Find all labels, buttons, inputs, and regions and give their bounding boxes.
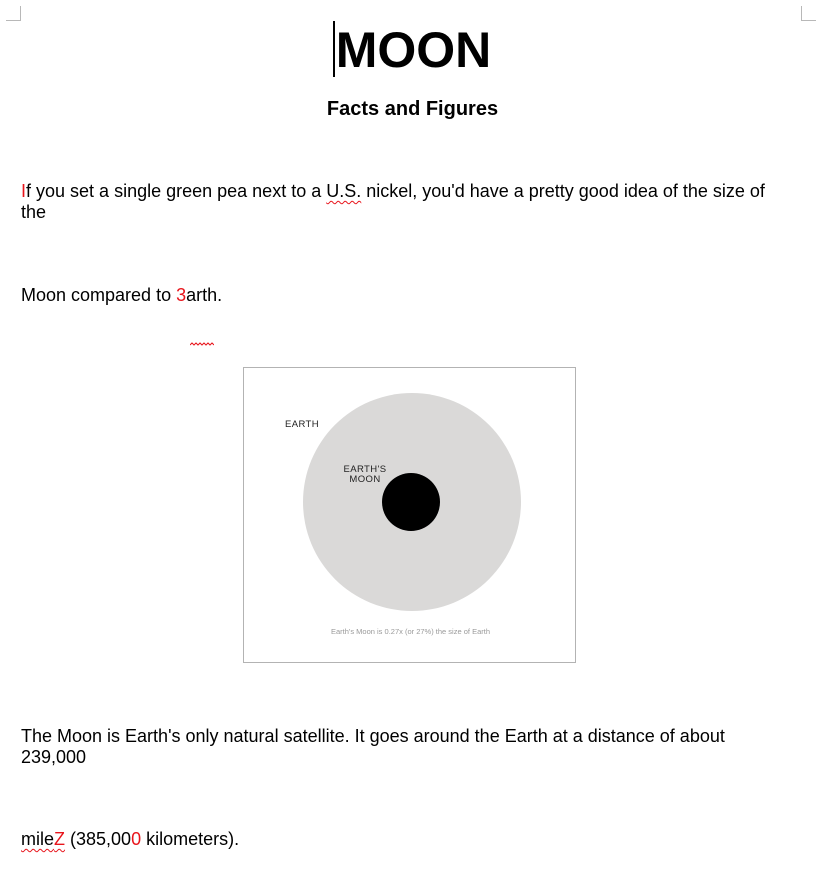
earth-label: EARTH bbox=[285, 419, 320, 430]
moon-label: EARTH'S MOON bbox=[343, 464, 387, 485]
document-subtitle[interactable]: Facts and Figures bbox=[326, 98, 499, 120]
red-first-letter: I bbox=[21, 181, 27, 201]
red-typo-0: 0 bbox=[131, 829, 142, 849]
paragraph-distance-km[interactable]: mileZ (385,000 kilometers). bbox=[21, 829, 240, 849]
moon-circle bbox=[382, 473, 440, 531]
text-cursor bbox=[333, 21, 335, 77]
earth-moon-size-figure[interactable] bbox=[243, 367, 576, 663]
red-typo-3: 3 bbox=[176, 285, 187, 305]
spellcheck-squiggle-mark bbox=[190, 341, 214, 347]
paragraph-moon-compared[interactable]: Moon compared to 3arth. bbox=[21, 285, 223, 305]
spellcheck-word-us[interactable]: U.S. bbox=[326, 181, 362, 201]
paragraph-pea-nickel[interactable]: If you set a single green pea next to a U.S. nickel, you'd have a pretty good idea of the size of the bbox=[21, 181, 765, 222]
document-title[interactable] bbox=[0, 20, 825, 80]
paragraph-natural-satellite[interactable]: The Moon is Earth's only natural satellite. It goes around the Earth at a distance of about 239,000 bbox=[21, 726, 725, 767]
spellcheck-word-milez[interactable]: mileZ bbox=[21, 829, 66, 849]
figure-caption: Earth's Moon is 0.27x (or 27%) the size of Earth bbox=[330, 627, 490, 636]
title-text: MOON bbox=[335, 22, 492, 78]
page-corner-top-left bbox=[6, 6, 21, 21]
page-corner-top-right bbox=[801, 6, 816, 21]
